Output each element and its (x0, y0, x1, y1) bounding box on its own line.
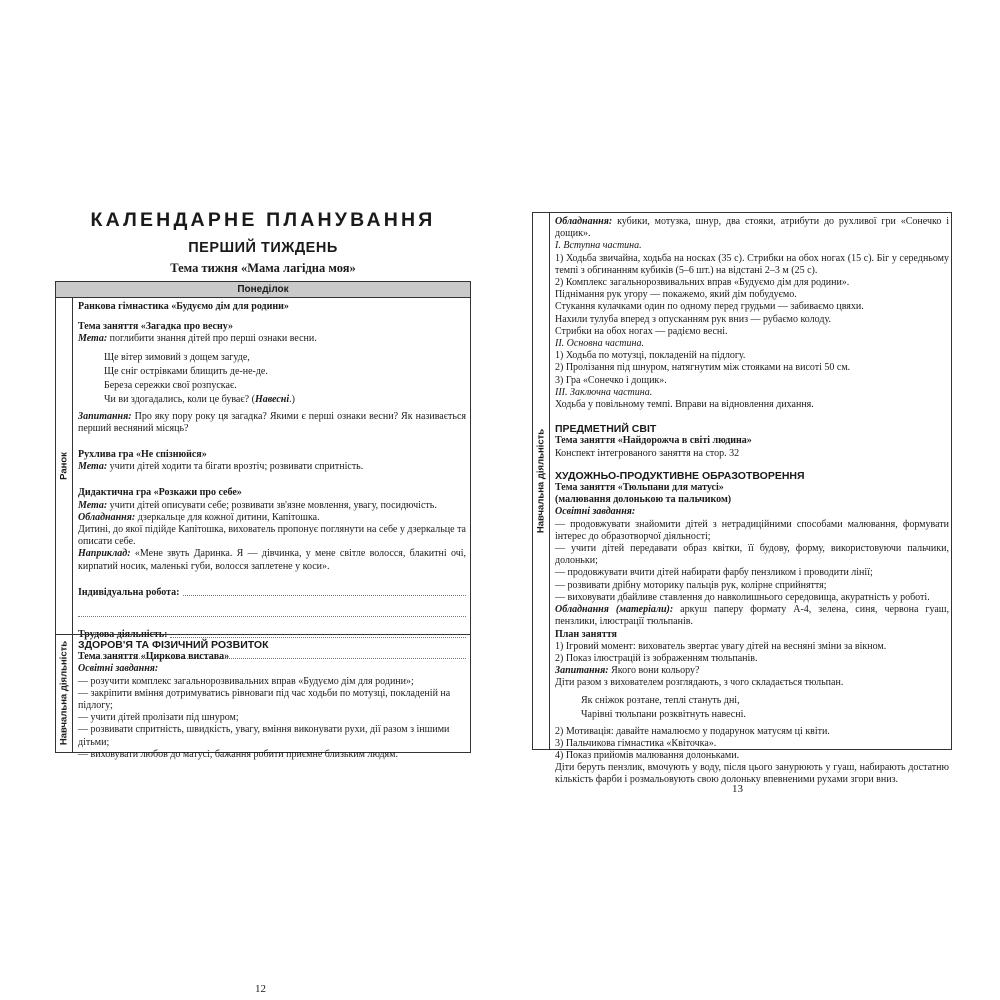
exercise-line: Ходьба у повільному темпі. Вправи на відновлення дихання. (555, 399, 814, 411)
lesson-goal: Мета: поглибити знання дітей про перші ознаки весни. (78, 333, 317, 345)
page-number: 13 (732, 783, 743, 795)
poem-line: Ще вітер зимовий з дощем загуде, (104, 351, 250, 363)
poem-line: Чи ви здогадались, коли це буває? (Навесні.) (104, 393, 295, 405)
side-column-study (56, 634, 73, 752)
section-divider (56, 634, 470, 635)
exercise-line: Стукання кулачками один по одному перед грудьми — забиваємо цвяхи. (555, 301, 864, 313)
task-item: — учити дітей пролізати під шнуром; (78, 712, 239, 724)
game1-goal: Мета: учити дітей ходити та бігати врозтіч; розвивати спритність. (78, 461, 364, 473)
morning-gymnastics: Ранкова гімнастика «Будуємо дім для родини» (78, 301, 289, 312)
side-label-morning: Ранок (58, 451, 70, 480)
game2-description: Дитині, до якої підійде Капітошка, вихователь пропонує поглянути на себе у дзеркальце та описати себе. (78, 524, 466, 548)
plan-line: Діти разом з вихователем розглядають, з чого складається тюльпан. (555, 677, 844, 689)
tasks-label: Освітні завдання: (78, 663, 159, 675)
morning-section (78, 301, 466, 659)
individual-work-line: Індивідуальна робота: (78, 587, 466, 599)
day-header: Понеділок (56, 282, 470, 298)
individual-work-blank (78, 605, 466, 617)
exercise-line: 1) Ходьба звичайна, ходьба на носках (35 с). Стрибки на обох ногах (15 с). Біг у середньому темпі з обгинанням кубиків (5–6 шт.) на відстані 2–3 м (25 с). (555, 252, 949, 276)
exercise-line: 2) Пролізання під шнуром, натягнутим між стояками на висоті 50 см. (555, 362, 851, 374)
plan-line: 3) Пальчикова гімнастика «Квіточка». (555, 737, 717, 749)
subject-heading: ПРЕДМЕТНИЙ СВІТ (555, 423, 657, 436)
exercise-line: Піднімання рук угору — покажемо, який дім побудуємо. (555, 289, 797, 301)
task-item: — розучити комплекс загальнорозвивальних вправ «Будуємо дім для родини»; (78, 675, 414, 687)
game1-title: Рухлива гра «Не спізнюйся» (78, 449, 207, 461)
side-column-morning (56, 297, 73, 634)
part-final: ІІІ. Заключна частина. (555, 386, 653, 398)
exercise-line: 3) Гра «Сонечко і дощик». (555, 374, 667, 386)
poem-line: Ще сніг острівками блищить де-не-де. (104, 365, 268, 377)
plan-table (55, 281, 471, 760)
game2-title: Дидактична гра «Розкажи про себе» (78, 487, 242, 499)
physical-lesson-continued (555, 216, 949, 787)
plan-question: Запитання: Якого вони кольору? (555, 665, 700, 677)
art-heading: ХУДОЖНЬО-ПРОДУКТИВНЕ ОБРАЗОТВОРЕННЯ (555, 469, 805, 482)
game2-example: Наприклад: «Мене звуть Даринка. Я — дівчинка, у мене світле волосся, блакитні очі, кирпатий носик, маленькі губи, волосся заплетене у коси». (78, 548, 466, 572)
equipment: Обладнання: кубики, мотузка, шнур, два стояки, атрибути до рухливої гри «Сонечко і дощик». (555, 216, 949, 240)
art-lesson-title: Тема заняття «Тюльпани для матусі» (555, 482, 724, 494)
part-main: ІІ. Основна частина. (555, 338, 644, 350)
week-title: ПЕРШИЙ ТИЖДЕНЬ (188, 240, 338, 256)
plan-table (532, 212, 952, 786)
art-materials: Обладнання (матеріали): аркуш паперу формату А-4, зелена, синя, червона гуаш, пензлики, ілюстрації тюльпанів. (555, 604, 949, 628)
game2-goal: Мета: учити дітей описувати себе; розвивати зв'язне мовлення, увагу, посидючість. (78, 499, 437, 511)
lesson-title: Тема заняття «Загадка про весну» (78, 321, 233, 333)
page-number: 12 (255, 983, 266, 995)
task-item: — виховувати дбайливе ставлення до навколишнього середовища, акуратність у роботі. (555, 591, 930, 603)
poem-line: Чарівні тюльпани розквітнуть навесні. (581, 708, 746, 720)
task-item: — виховувати любов до матусі, бажання робити приємне близьким людям. (78, 748, 398, 760)
calendar-title: КАЛЕНДАРНЕ ПЛАНУВАННЯ (90, 209, 436, 231)
exercise-line: 2) Комплекс загальнорозвивальних вправ «Будуємо дім для родини». (555, 277, 850, 289)
subject-lesson-title: Тема заняття «Найдорожча в світі людина» (555, 435, 752, 447)
task-item: — учити дітей передавати образ квітки, її будову, форму, використовуючи пальчики, долоньки; (555, 543, 949, 567)
health-heading: ЗДОРОВ'Я ТА ФІЗИЧНИЙ РОЗВИТОК (78, 639, 269, 651)
riddle-question: Запитання: Про яку пору року ця загадка? Якими є перші ознаки весни? Як називається перший весняний місяць? (78, 410, 466, 434)
study-section (78, 639, 466, 761)
plan-line: Діти беруть пензлик, вмочують у воду, після цього занурюють у гуаш, набирають достатню кількість фарби і розмальовують свою долоньку впевненими рухами згори вниз. (555, 762, 949, 786)
game2-equipment: Обладнання: дзеркальце для кожної дитини, Капітошка. (78, 511, 320, 523)
poem-line: Береза сережки свої розпускає. (104, 379, 237, 391)
exercise-line: 1) Ходьба по мотузці, покладеній на підлогу. (555, 350, 746, 362)
side-column-study (533, 213, 550, 749)
task-item: — розвивати дрібну моторику пальців рук, колірне сприйняття; (555, 579, 827, 591)
plan-line: 2) Показ ілюстрацій із зображенням тюльпанів. (555, 652, 758, 664)
subject-note: Конспект інтегрованого заняття на стор. 32 (555, 447, 740, 459)
task-item: — продовжувати вчити дітей набирати фарбу пензликом і проводити лінії; (555, 567, 873, 579)
task-item: — продовжувати знайомити дітей з нетрадиційними способами малювання, формувати інтерес до образотворчої діяльності; (555, 518, 949, 542)
plan-line: 4) Показ прийомів малювання долоньками. (555, 749, 740, 761)
art-lesson-subtitle: (малювання долонькою та пальчиком) (555, 494, 732, 506)
plan-heading: План заняття (555, 628, 617, 640)
task-item: — закріпити вміння дотримуватись рівноваги під час ходьби по мотузці, покладеній на підлогу; (78, 687, 451, 712)
poem-line: Як сніжок розтане, теплі стануть дні, (581, 694, 740, 706)
week-theme: Тема тижня «Мама лагідна моя» (170, 261, 356, 275)
plan-line: 2) Мотивація: давайте намалюємо у подарунок матусям ці квіти. (555, 725, 830, 737)
side-label-study: Навчальна діяльність (535, 428, 547, 534)
task-item: — розвивати спритність, швидкість, увагу, вміння виконувати рухи, дії разом з іншими дітьми; (78, 724, 450, 748)
part-intro: І. Вступна частина. (555, 240, 642, 252)
labor-activity-line: Трудова діяльність: (78, 629, 466, 641)
side-label-study: Навчальна діяльність (58, 640, 70, 746)
exercise-line: Нахили тулуба вперед з опусканням рук вниз — рубаємо колоду. (555, 313, 831, 325)
art-tasks-label: Освітні завдання: (555, 506, 636, 518)
exercise-line: Стрибки на обох ногах — радіємо весні. (555, 325, 728, 337)
circus-lesson-title: Тема заняття «Циркова вистава» (78, 651, 230, 663)
plan-line: 1) Ігровий момент: вихователь звертає увагу дітей на весняні зміни за вікном. (555, 640, 887, 652)
